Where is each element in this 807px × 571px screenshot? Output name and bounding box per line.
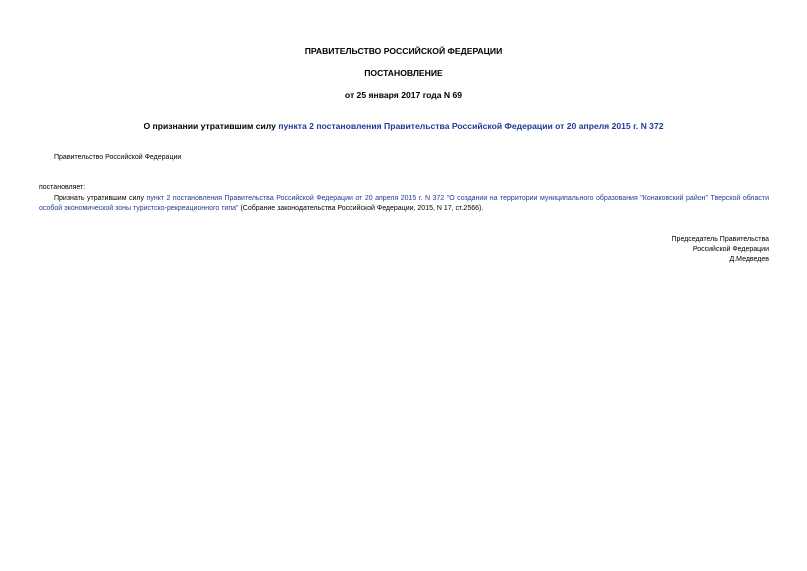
signature-line-1: Председатель Правительства: [671, 236, 769, 243]
signature-line-2: Российской Федерации: [692, 246, 769, 253]
decides-text: постановляет:: [39, 184, 86, 191]
signature-line-3: Д.Медведев: [729, 256, 769, 263]
paragraph-prefix: Признать утратившим силу: [54, 195, 147, 202]
paragraph-suffix: (Собрание законодательства Российской Федерации, 2015, N 17, ст.2566).: [238, 205, 484, 212]
title-link[interactable]: пункта 2 постановления Правительства Российской Федерации от 20 апреля 2015 г. N 372: [278, 121, 664, 131]
date-number-heading: от 25 января 2017 года N 69: [344, 90, 463, 100]
title-prefix: О признании утратившим силу: [143, 121, 279, 131]
decision-paragraph: [39, 194, 769, 214]
document-type-heading: ПОСТАНОВЛЕНИЕ: [364, 68, 443, 78]
document-title: [0, 121, 807, 132]
paragraph-link[interactable]: пункт 2 постановления Правительства Российской Федерации от 20 апреля 2015 г. N 372 "О создании на территории муниципального образования "Конаковский район" Тверской области особой экономической зоны туристско-рекреационного типа": [39, 195, 769, 212]
signature-block: [672, 235, 769, 265]
government-heading: ПРАВИТЕЛЬСТВО РОССИЙСКОЙ ФЕДЕРАЦИИ: [304, 46, 503, 56]
issuer-text: Правительство Российской Федерации: [54, 154, 182, 161]
